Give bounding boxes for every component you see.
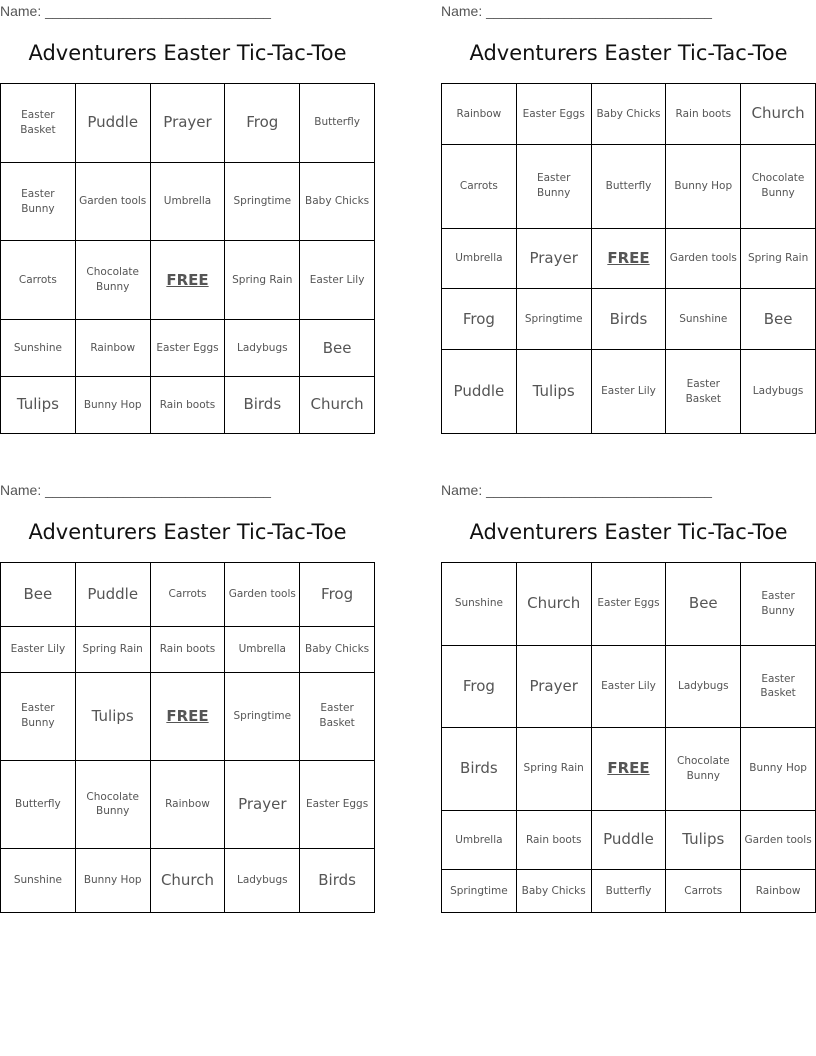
- grid-cell: Baby Chicks: [516, 870, 591, 913]
- grid-cell: Sunshine: [666, 289, 741, 350]
- grid-cell: Tulips: [75, 672, 150, 760]
- grid-cell: Baby Chicks: [300, 162, 375, 241]
- grid-cell: Garden tools: [666, 228, 741, 289]
- card-title: Adventurers Easter Tic-Tac-Toe: [28, 520, 347, 544]
- grid-row: [1, 162, 375, 241]
- grid-row: [1, 849, 375, 913]
- grid-cell: Ladybugs: [666, 645, 741, 728]
- grid-cell: Puddle: [591, 810, 666, 870]
- card-grid: [441, 562, 816, 913]
- grid-cell: Umbrella: [442, 810, 517, 870]
- grid-cell: Bee: [300, 320, 375, 377]
- grid-cell: Butterfly: [300, 84, 375, 163]
- grid-cell: Bunny Hop: [75, 849, 150, 913]
- card-title: Adventurers Easter Tic-Tac-Toe: [469, 41, 788, 65]
- grid-cell: Prayer: [150, 84, 225, 163]
- grid-cell: Tulips: [1, 376, 76, 433]
- card-grid: [441, 83, 816, 434]
- grid-cell: Carrots: [442, 144, 517, 228]
- free-space: FREE: [591, 728, 666, 811]
- grid-cell: Baby Chicks: [591, 84, 666, 145]
- grid-cell: Chocolate Bunny: [75, 241, 150, 320]
- bingo-card-2: [441, 0, 816, 440]
- grid-row: [442, 645, 816, 728]
- grid-row: [442, 870, 816, 913]
- grid-cell: Spring Rain: [516, 728, 591, 811]
- grid-cell: Easter Basket: [1, 84, 76, 163]
- grid-cell: Chocolate Bunny: [741, 144, 816, 228]
- grid-cell: Springtime: [225, 672, 300, 760]
- grid-row: [1, 84, 375, 163]
- grid-cell: Ladybugs: [225, 320, 300, 377]
- grid-cell: Garden tools: [75, 162, 150, 241]
- grid-cell: Tulips: [516, 350, 591, 434]
- grid-cell: Butterfly: [1, 760, 76, 848]
- name-field[interactable]: Name: _____________________________: [0, 482, 271, 498]
- grid-row: [442, 228, 816, 289]
- grid-cell: Frog: [300, 563, 375, 627]
- grid-cell: Easter Lily: [1, 626, 76, 672]
- grid-cell: Easter Lily: [300, 241, 375, 320]
- grid-cell: Garden tools: [741, 810, 816, 870]
- grid-row: [1, 241, 375, 320]
- grid-row: [442, 350, 816, 434]
- grid-cell: Birds: [300, 849, 375, 913]
- grid-cell: Rain boots: [150, 626, 225, 672]
- card-grid: [0, 83, 375, 434]
- name-field[interactable]: Name: _____________________________: [441, 3, 712, 19]
- grid-cell: Prayer: [516, 228, 591, 289]
- grid-cell: Easter Bunny: [1, 162, 76, 241]
- grid-cell: Ladybugs: [741, 350, 816, 434]
- grid-cell: Church: [516, 563, 591, 646]
- grid-cell: Puddle: [75, 563, 150, 627]
- grid-row: [1, 563, 375, 627]
- grid-cell: Easter Basket: [741, 645, 816, 728]
- grid-row: [442, 810, 816, 870]
- card-grid: [0, 562, 375, 913]
- grid-row: [1, 320, 375, 377]
- grid-cell: Bee: [1, 563, 76, 627]
- grid-cell: Rainbow: [741, 870, 816, 913]
- grid-cell: Ladybugs: [225, 849, 300, 913]
- grid-cell: Easter Lily: [591, 645, 666, 728]
- grid-row: [1, 672, 375, 760]
- grid-cell: Chocolate Bunny: [666, 728, 741, 811]
- card-title: Adventurers Easter Tic-Tac-Toe: [469, 520, 788, 544]
- grid-cell: Bee: [666, 563, 741, 646]
- grid-cell: Rainbow: [75, 320, 150, 377]
- grid-cell: Carrots: [666, 870, 741, 913]
- grid-cell: Church: [150, 849, 225, 913]
- grid-cell: Prayer: [225, 760, 300, 848]
- free-space: FREE: [150, 241, 225, 320]
- grid-cell: Puddle: [75, 84, 150, 163]
- grid-cell: Bee: [741, 289, 816, 350]
- grid-cell: Sunshine: [1, 849, 76, 913]
- grid-cell: Tulips: [666, 810, 741, 870]
- grid-cell: Carrots: [1, 241, 76, 320]
- grid-cell: Rainbow: [442, 84, 517, 145]
- grid-row: [442, 289, 816, 350]
- grid-cell: Baby Chicks: [300, 626, 375, 672]
- grid-cell: Frog: [442, 645, 517, 728]
- grid-cell: Spring Rain: [75, 626, 150, 672]
- grid-cell: Easter Eggs: [150, 320, 225, 377]
- grid-row: [442, 144, 816, 228]
- grid-cell: Frog: [442, 289, 517, 350]
- grid-cell: Bunny Hop: [666, 144, 741, 228]
- grid-cell: Butterfly: [591, 870, 666, 913]
- grid-cell: Birds: [225, 376, 300, 433]
- bingo-card-1: [0, 0, 375, 440]
- grid-cell: Puddle: [442, 350, 517, 434]
- free-space: FREE: [150, 672, 225, 760]
- name-field[interactable]: Name: _____________________________: [0, 3, 271, 19]
- grid-cell: Church: [741, 84, 816, 145]
- grid-cell: Sunshine: [442, 563, 517, 646]
- grid-row: [1, 760, 375, 848]
- grid-cell: Bunny Hop: [75, 376, 150, 433]
- grid-cell: Easter Eggs: [300, 760, 375, 848]
- grid-cell: Birds: [442, 728, 517, 811]
- grid-cell: Frog: [225, 84, 300, 163]
- grid-cell: Easter Bunny: [741, 563, 816, 646]
- grid-cell: Rain boots: [516, 810, 591, 870]
- grid-cell: Spring Rain: [741, 228, 816, 289]
- card-title: Adventurers Easter Tic-Tac-Toe: [28, 41, 347, 65]
- grid-cell: Easter Lily: [591, 350, 666, 434]
- grid-cell: Easter Eggs: [591, 563, 666, 646]
- grid-row: [442, 728, 816, 811]
- grid-cell: Birds: [591, 289, 666, 350]
- grid-cell: Springtime: [442, 870, 517, 913]
- grid-cell: Springtime: [225, 162, 300, 241]
- grid-cell: Bunny Hop: [741, 728, 816, 811]
- grid-cell: Spring Rain: [225, 241, 300, 320]
- grid-cell: Prayer: [516, 645, 591, 728]
- name-field[interactable]: Name: _____________________________: [441, 482, 712, 498]
- grid-cell: Church: [300, 376, 375, 433]
- grid-cell: Carrots: [150, 563, 225, 627]
- grid-cell: Easter Basket: [666, 350, 741, 434]
- grid-cell: Rain boots: [666, 84, 741, 145]
- grid-row: [1, 376, 375, 433]
- grid-cell: Rainbow: [150, 760, 225, 848]
- grid-cell: Rain boots: [150, 376, 225, 433]
- grid-cell: Umbrella: [442, 228, 517, 289]
- grid-cell: Butterfly: [591, 144, 666, 228]
- grid-cell: Umbrella: [225, 626, 300, 672]
- grid-cell: Springtime: [516, 289, 591, 350]
- bingo-card-3: [0, 479, 375, 919]
- grid-cell: Easter Bunny: [516, 144, 591, 228]
- free-space: FREE: [591, 228, 666, 289]
- grid-cell: Sunshine: [1, 320, 76, 377]
- grid-cell: Chocolate Bunny: [75, 760, 150, 848]
- grid-cell: Easter Bunny: [1, 672, 76, 760]
- grid-cell: Easter Basket: [300, 672, 375, 760]
- grid-cell: Easter Eggs: [516, 84, 591, 145]
- grid-row: [442, 84, 816, 145]
- bingo-card-4: [441, 479, 816, 919]
- grid-row: [1, 626, 375, 672]
- grid-row: [442, 563, 816, 646]
- grid-cell: Umbrella: [150, 162, 225, 241]
- grid-cell: Garden tools: [225, 563, 300, 627]
